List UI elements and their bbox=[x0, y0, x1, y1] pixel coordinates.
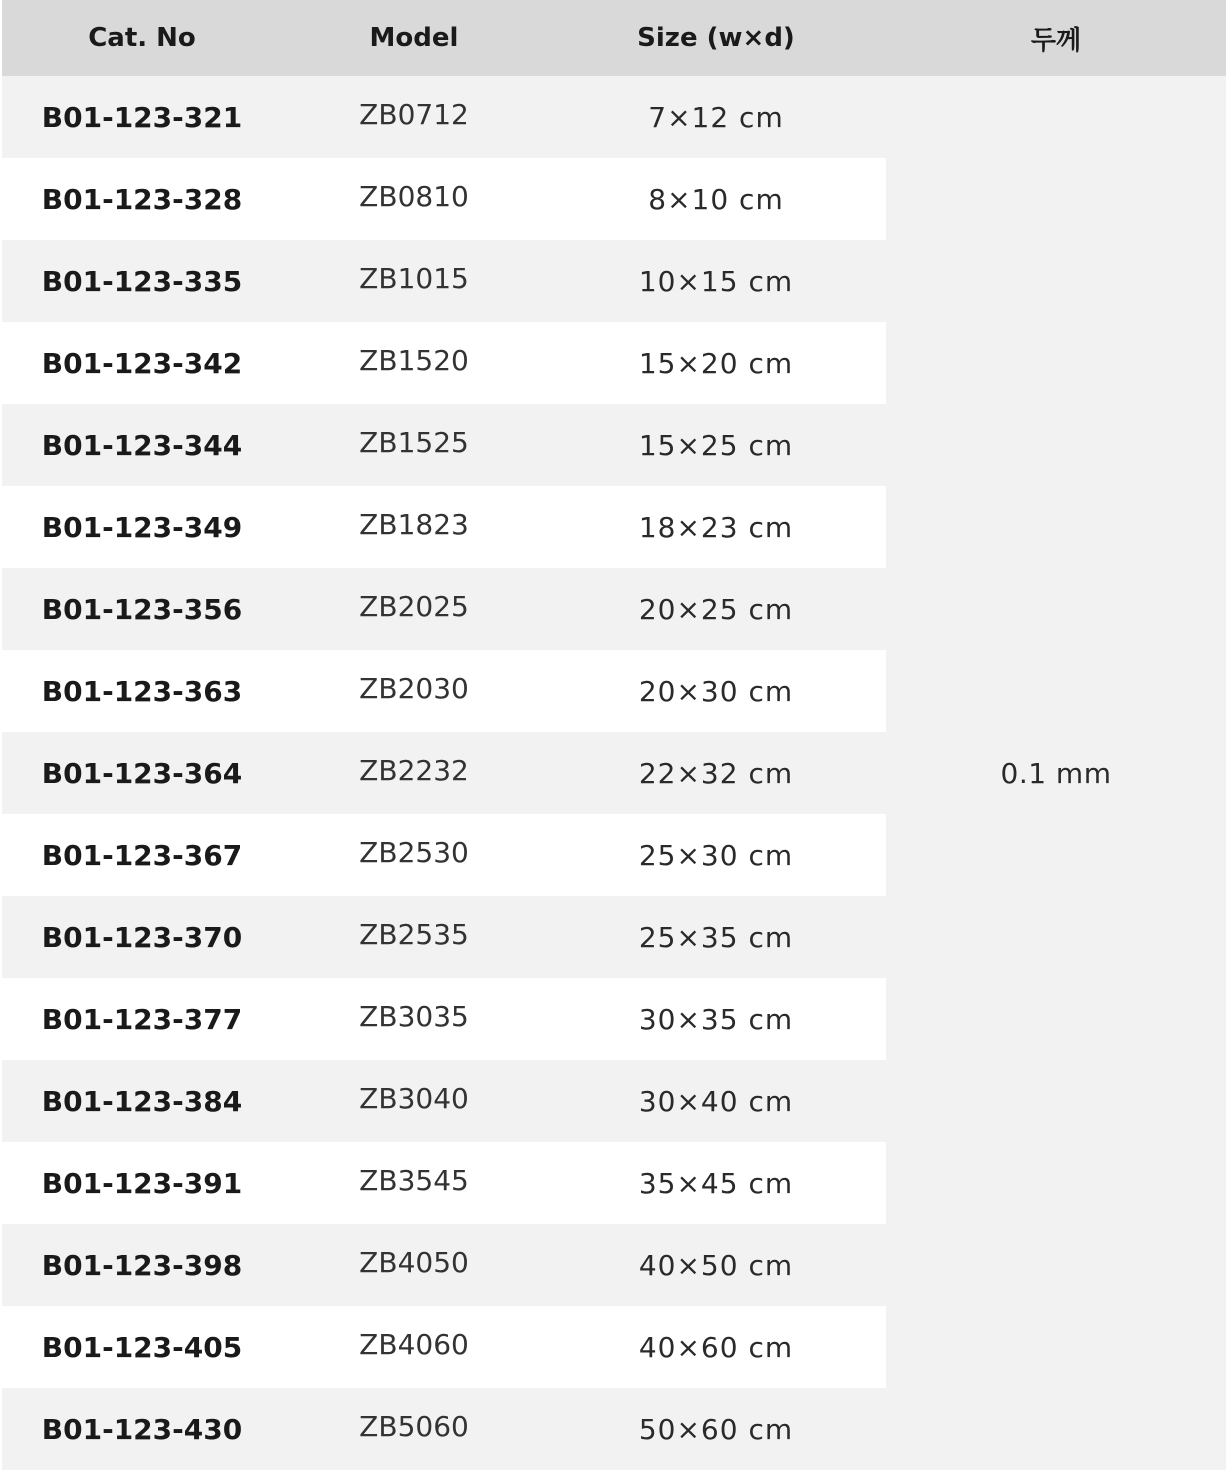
cell-size: 7×12 cm bbox=[546, 76, 886, 158]
cell-size: 20×25 cm bbox=[546, 568, 886, 650]
cell-cat-no: B01-123-356 bbox=[2, 568, 282, 650]
cell-model: ZB2030 bbox=[282, 650, 546, 732]
cell-size: 40×60 cm bbox=[546, 1306, 886, 1388]
cell-size: 20×30 cm bbox=[546, 650, 886, 732]
header-size: Size (w×d) bbox=[546, 0, 886, 76]
table-header bbox=[2, 0, 1226, 76]
cell-model: ZB0810 bbox=[282, 158, 546, 240]
cell-model: ZB1015 bbox=[282, 240, 546, 322]
cell-cat-no: B01-123-391 bbox=[2, 1142, 282, 1224]
cell-cat-no: B01-123-405 bbox=[2, 1306, 282, 1388]
cell-size: 30×40 cm bbox=[546, 1060, 886, 1142]
header-cat-no: Cat. No bbox=[2, 0, 282, 76]
table-body bbox=[2, 76, 1226, 1470]
cell-model: ZB4060 bbox=[282, 1306, 546, 1388]
cell-cat-no: B01-123-377 bbox=[2, 978, 282, 1060]
cell-size: 30×35 cm bbox=[546, 978, 886, 1060]
cell-model: ZB3035 bbox=[282, 978, 546, 1060]
cell-cat-no: B01-123-398 bbox=[2, 1224, 282, 1306]
cell-model: ZB1525 bbox=[282, 404, 546, 486]
cell-cat-no: B01-123-384 bbox=[2, 1060, 282, 1142]
cell-model: ZB5060 bbox=[282, 1388, 546, 1470]
cell-model: ZB2535 bbox=[282, 896, 546, 978]
cell-cat-no: B01-123-321 bbox=[2, 76, 282, 158]
product-spec-table bbox=[2, 0, 1226, 1470]
cell-model: ZB2025 bbox=[282, 568, 546, 650]
cell-cat-no: B01-123-364 bbox=[2, 732, 282, 814]
cell-cat-no: B01-123-335 bbox=[2, 240, 282, 322]
cell-model: ZB1823 bbox=[282, 486, 546, 568]
cell-cat-no: B01-123-342 bbox=[2, 322, 282, 404]
cell-cat-no: B01-123-430 bbox=[2, 1388, 282, 1470]
cell-cat-no: B01-123-349 bbox=[2, 486, 282, 568]
cell-model: ZB3040 bbox=[282, 1060, 546, 1142]
cell-size: 35×45 cm bbox=[546, 1142, 886, 1224]
cell-size: 15×20 cm bbox=[546, 322, 886, 404]
table-row bbox=[2, 76, 1226, 158]
product-spec-table-container bbox=[2, 0, 1226, 1470]
cell-size: 22×32 cm bbox=[546, 732, 886, 814]
header-row bbox=[2, 0, 1226, 76]
cell-model: ZB4050 bbox=[282, 1224, 546, 1306]
cell-cat-no: B01-123-328 bbox=[2, 158, 282, 240]
header-thickness: 두께 bbox=[886, 0, 1226, 76]
cell-model: ZB2530 bbox=[282, 814, 546, 896]
cell-size: 18×23 cm bbox=[546, 486, 886, 568]
cell-cat-no: B01-123-363 bbox=[2, 650, 282, 732]
cell-thickness: 0.1 mm bbox=[886, 76, 1226, 1470]
cell-model: ZB0712 bbox=[282, 76, 546, 158]
cell-size: 25×30 cm bbox=[546, 814, 886, 896]
cell-cat-no: B01-123-370 bbox=[2, 896, 282, 978]
cell-model: ZB3545 bbox=[282, 1142, 546, 1224]
cell-size: 25×35 cm bbox=[546, 896, 886, 978]
cell-size: 10×15 cm bbox=[546, 240, 886, 322]
cell-size: 8×10 cm bbox=[546, 158, 886, 240]
cell-size: 50×60 cm bbox=[546, 1388, 886, 1470]
cell-cat-no: B01-123-344 bbox=[2, 404, 282, 486]
cell-model: ZB1520 bbox=[282, 322, 546, 404]
cell-cat-no: B01-123-367 bbox=[2, 814, 282, 896]
cell-size: 40×50 cm bbox=[546, 1224, 886, 1306]
cell-model: ZB2232 bbox=[282, 732, 546, 814]
cell-size: 15×25 cm bbox=[546, 404, 886, 486]
header-model: Model bbox=[282, 0, 546, 76]
